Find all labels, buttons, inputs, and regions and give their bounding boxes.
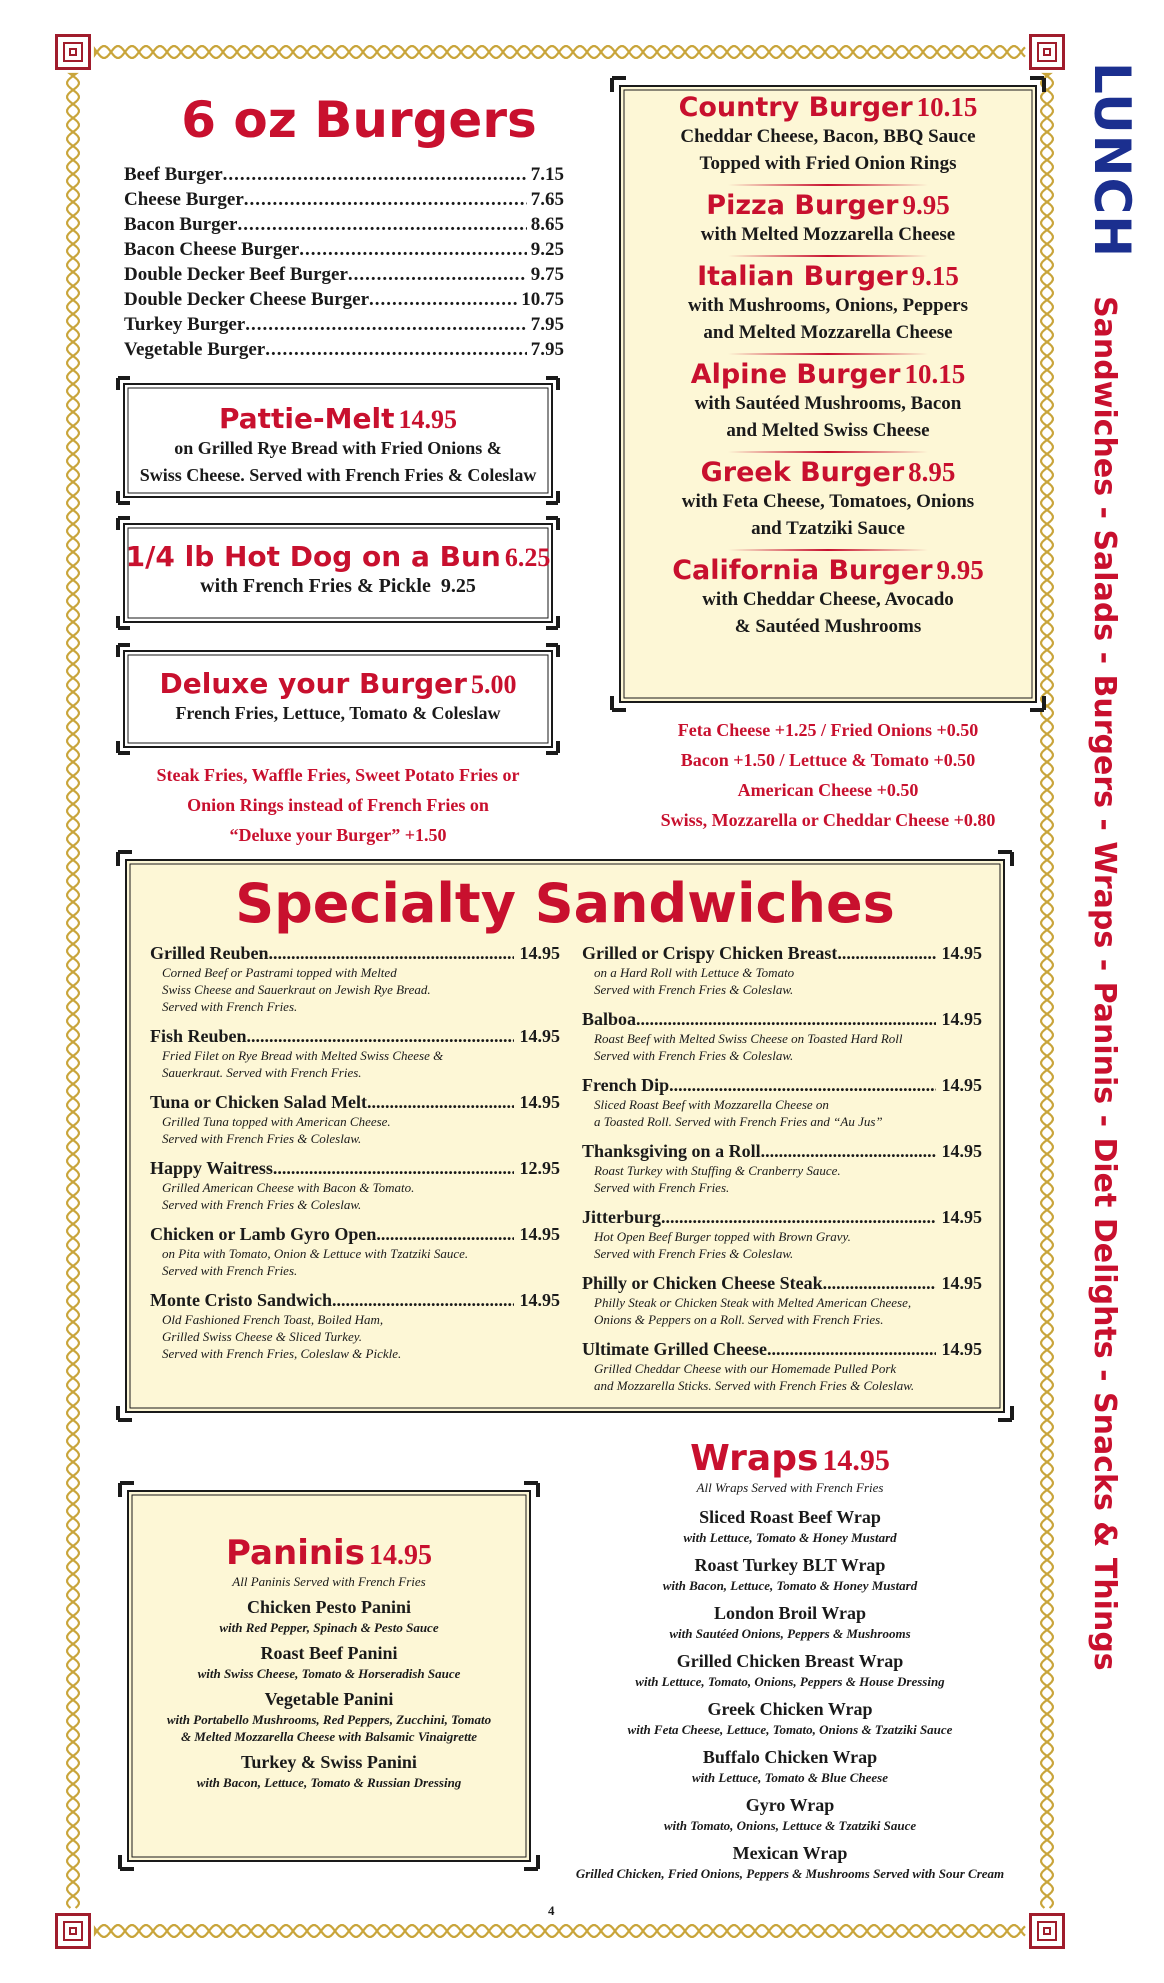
wrap-name: London Broil Wrap bbox=[713, 1603, 867, 1623]
specialty-burger-desc: with Melted Mozzarella Cheese bbox=[700, 224, 956, 245]
sandwich-item bbox=[150, 1223, 560, 1279]
panini-name: Chicken Pesto Panini bbox=[246, 1597, 411, 1617]
hot-dog-desc-price: 9.25 bbox=[440, 575, 476, 597]
burger-name: Double Decker Beef Burger bbox=[124, 264, 348, 285]
panini-item bbox=[120, 1642, 538, 1682]
specialty-sandwiches-title: Specialty Sandwiches bbox=[235, 872, 895, 935]
burger-item bbox=[124, 187, 564, 212]
specialty-burger-name: California Burger bbox=[672, 555, 933, 586]
specialty-burger-desc: with Mushrooms, Onions, Peppers bbox=[688, 295, 968, 316]
wraps-title: Wraps bbox=[690, 1438, 819, 1479]
leader-dots bbox=[273, 1157, 514, 1179]
panini-desc: with Bacon, Lettuce, Tomato & Russian Dressing bbox=[196, 1775, 462, 1790]
wrap-desc: with Lettuce, Tomato & Honey Mustard bbox=[683, 1530, 897, 1545]
sandwich-column-right bbox=[582, 942, 982, 1404]
sandwich-price: 14.95 bbox=[519, 1290, 560, 1310]
sandwich-item bbox=[150, 1025, 560, 1081]
leader-dots bbox=[823, 1272, 936, 1294]
specialty-burger-item bbox=[612, 359, 1044, 453]
hot-dog-desc: with French Fries & Pickle bbox=[200, 575, 431, 597]
panini-name: Turkey & Swiss Panini bbox=[241, 1752, 417, 1772]
sandwich-desc: Served with French Fries & Coleslaw. bbox=[594, 982, 794, 997]
lunch-title: LUNCH bbox=[1083, 62, 1141, 259]
leader-dots bbox=[348, 262, 527, 287]
hot-dog-price: 6.25 bbox=[504, 543, 551, 572]
paninis-price: 14.95 bbox=[368, 1540, 432, 1571]
specialty-burger-price: 10.15 bbox=[916, 92, 978, 122]
fries-note-line-2: Onion Rings instead of French Fries on bbox=[187, 795, 489, 815]
sandwich-item bbox=[150, 1091, 560, 1147]
specialty-burgers-box bbox=[612, 78, 1044, 710]
sandwich-price: 14.95 bbox=[519, 1026, 560, 1046]
deluxe-desc: French Fries, Lettuce, Tomato & Coleslaw bbox=[175, 703, 501, 723]
fries-note-line-3: “Deluxe your Burger” +1.50 bbox=[229, 825, 447, 845]
sandwich-desc: Corned Beef or Pastrami topped with Melted bbox=[162, 965, 397, 980]
burger-price: 9.25 bbox=[530, 239, 564, 260]
sandwich-name: Philly or Chicken Cheese Steak bbox=[582, 1273, 823, 1293]
specialty-burger-name: Greek Burger bbox=[700, 457, 905, 488]
wrap-desc: with Bacon, Lettuce, Tomato & Honey Mustard bbox=[662, 1578, 918, 1593]
burger-price: 7.95 bbox=[530, 339, 564, 360]
panini-item bbox=[120, 1688, 538, 1745]
burger-item bbox=[124, 287, 564, 312]
fries-note-line-1: Steak Fries, Waffle Fries, Sweet Potato Fries or bbox=[156, 765, 520, 785]
specialty-burger-price: 9.95 bbox=[902, 190, 950, 220]
panini-desc: & Melted Mozzarella Cheese with Balsamic Vinaigrette bbox=[180, 1729, 478, 1744]
wrap-name: Buffalo Chicken Wrap bbox=[702, 1747, 878, 1767]
paninis-note: All Paninis Served with French Fries bbox=[232, 1574, 426, 1589]
specialty-burger-price: 9.15 bbox=[911, 261, 959, 291]
specialty-burger-desc: and Melted Mozzarella Cheese bbox=[703, 322, 953, 343]
panini-list bbox=[120, 1596, 538, 1791]
sandwich-desc: Grilled Cheddar Cheese with our Homemade Pulled Pork bbox=[594, 1361, 897, 1376]
burger-price: 7.95 bbox=[530, 314, 564, 335]
sandwich-column-left bbox=[150, 942, 560, 1404]
burger-item bbox=[124, 162, 564, 187]
leader-dots bbox=[299, 237, 527, 262]
burger-price: 7.65 bbox=[530, 189, 564, 210]
burger-item bbox=[124, 312, 564, 337]
hot-dog-name: 1/4 lb Hot Dog on a Bun bbox=[125, 540, 501, 573]
sandwich-item bbox=[150, 1289, 560, 1362]
specialty-burger-price: 8.95 bbox=[908, 457, 956, 487]
specialty-burger-desc: Cheddar Cheese, Bacon, BBQ Sauce bbox=[680, 126, 976, 147]
panini-name: Roast Beef Panini bbox=[260, 1643, 398, 1663]
sandwich-item bbox=[582, 1140, 982, 1196]
wrap-desc: with Feta Cheese, Lettuce, Tomato, Onions & Tzatziki Sauce bbox=[627, 1722, 953, 1737]
leader-dots bbox=[761, 1140, 936, 1162]
wrap-name: Sliced Roast Beef Wrap bbox=[699, 1507, 881, 1527]
deluxe-name: Deluxe your Burger bbox=[159, 667, 467, 700]
burger-name: Beef Burger bbox=[124, 164, 223, 185]
specialty-burger-list bbox=[612, 78, 1044, 640]
deluxe-box bbox=[118, 645, 558, 753]
sandwich-desc: Sliced Roast Beef with Mozzarella Cheese on bbox=[594, 1097, 829, 1112]
specialty-burger-item bbox=[612, 92, 1044, 186]
sandwich-price: 14.95 bbox=[941, 1339, 982, 1359]
sandwich-desc: Hot Open Beef Burger topped with Brown Gravy. bbox=[594, 1229, 851, 1244]
red-divider bbox=[728, 353, 928, 355]
panini-desc: with Portabello Mushrooms, Red Peppers, Zucchini, Tomato bbox=[166, 1712, 492, 1727]
wrap-name: Grilled Chicken Breast Wrap bbox=[676, 1651, 904, 1671]
panini-name: Vegetable Panini bbox=[264, 1689, 394, 1709]
red-divider bbox=[728, 451, 928, 453]
extra-option: Swiss, Mozzarella or Cheddar Cheese +0.80 bbox=[660, 810, 996, 830]
specialty-burger-name: Country Burger bbox=[678, 92, 913, 123]
leader-dots bbox=[247, 1025, 514, 1047]
sandwich-desc: Onions & Peppers on a Roll. Served with French Fries. bbox=[594, 1312, 884, 1327]
leader-dots bbox=[369, 287, 517, 312]
sandwich-desc: Served with French Fries, Coleslaw & Pickle. bbox=[162, 1346, 402, 1361]
extra-option: Feta Cheese +1.25 / Fried Onions +0.50 bbox=[677, 720, 979, 740]
wrap-desc: with Tomato, Onions, Lettuce & Tzatziki Sauce bbox=[663, 1818, 917, 1833]
sandwich-price: 14.95 bbox=[941, 1207, 982, 1227]
sandwich-desc: Served with French Fries. bbox=[594, 1180, 730, 1195]
fries-substitution-note bbox=[118, 760, 558, 855]
sandwich-desc: Grilled American Cheese with Bacon & Tomato. bbox=[162, 1180, 415, 1195]
sandwich-name: Thanksgiving on a Roll bbox=[582, 1141, 761, 1161]
wrap-list bbox=[540, 1506, 1040, 1882]
paninis-box bbox=[120, 1483, 538, 1869]
specialty-burger-price: 9.95 bbox=[936, 555, 984, 585]
specialty-burger-price: 10.15 bbox=[904, 359, 966, 389]
leader-dots bbox=[767, 1338, 936, 1360]
burger-name: Double Decker Cheese Burger bbox=[124, 289, 370, 310]
specialty-burger-desc: & Sautéed Mushrooms bbox=[734, 616, 922, 637]
sandwich-name: Grilled Reuben bbox=[150, 943, 269, 963]
specialty-burger-desc: with Cheddar Cheese, Avocado bbox=[702, 589, 954, 610]
red-divider bbox=[728, 184, 928, 186]
sandwich-desc: Served with French Fries & Coleslaw. bbox=[162, 1131, 362, 1146]
sandwich-price: 12.95 bbox=[519, 1158, 560, 1178]
specialty-burger-item bbox=[612, 190, 1044, 257]
specialty-burger-desc: and Melted Swiss Cheese bbox=[726, 420, 930, 441]
burgers-title: 6 oz Burgers bbox=[181, 91, 537, 149]
sandwich-name: Balboa bbox=[582, 1009, 637, 1029]
leader-dots bbox=[332, 1289, 513, 1311]
sandwich-desc: Swiss Cheese and Sauerkraut on Jewish Rye Bread. bbox=[162, 982, 431, 997]
sandwich-desc: Served with French Fries. bbox=[162, 999, 298, 1014]
pattie-melt-price: 14.95 bbox=[398, 405, 457, 434]
sandwich-price: 14.95 bbox=[519, 1224, 560, 1244]
sandwich-desc: Served with French Fries & Coleslaw. bbox=[594, 1246, 794, 1261]
leader-dots bbox=[636, 1008, 935, 1030]
sandwich-name: French Dip bbox=[582, 1075, 670, 1095]
sandwich-item bbox=[582, 1074, 982, 1130]
red-divider bbox=[728, 549, 928, 551]
specialty-burger-name: Alpine Burger bbox=[690, 359, 901, 390]
leader-dots bbox=[376, 1223, 513, 1245]
leader-dots bbox=[223, 162, 527, 187]
sandwich-item bbox=[582, 1338, 982, 1394]
sandwich-desc: on a Hard Roll with Lettuce & Tomato bbox=[594, 965, 795, 980]
wrap-name: Mexican Wrap bbox=[732, 1843, 848, 1863]
specialty-burger-item bbox=[612, 457, 1044, 551]
paninis-title: Paninis bbox=[226, 1533, 365, 1573]
side-banner-text bbox=[1083, 62, 1141, 1671]
red-divider bbox=[728, 255, 928, 257]
wrap-desc: with Sautéed Onions, Peppers & Mushrooms bbox=[669, 1626, 911, 1641]
specialty-burger-desc: Topped with Fried Onion Rings bbox=[699, 153, 957, 174]
extra-option: Bacon +1.50 / Lettuce & Tomato +0.50 bbox=[680, 750, 976, 770]
sandwich-desc: on Pita with Tomato, Onion & Lettuce with Tzatziki Sauce. bbox=[162, 1246, 469, 1261]
sandwich-desc: Grilled Swiss Cheese & Sliced Turkey. bbox=[162, 1329, 363, 1344]
sandwich-price: 14.95 bbox=[941, 1075, 982, 1095]
sandwich-name: Grilled or Crispy Chicken Breast bbox=[582, 943, 838, 963]
sandwich-desc: Sauerkraut. Served with French Fries. bbox=[162, 1065, 362, 1080]
category-list: Sandwiches - Salads - Burgers - Wraps - Paninis - Diet Delights - Snacks & Things bbox=[1087, 296, 1122, 1671]
burger-name: Bacon Burger bbox=[124, 214, 238, 235]
wrap-name: Gyro Wrap bbox=[745, 1795, 835, 1815]
hot-dog-box bbox=[118, 518, 558, 628]
burger-item bbox=[124, 237, 564, 262]
pattie-melt-box bbox=[118, 378, 558, 503]
burger-name: Bacon Cheese Burger bbox=[124, 239, 300, 260]
wraps-note: All Wraps Served with French Fries bbox=[696, 1480, 884, 1495]
specialty-burger-desc: and Tzatziki Sauce bbox=[751, 518, 905, 539]
panini-desc: with Red Pepper, Spinach & Pesto Sauce bbox=[219, 1620, 439, 1635]
sandwich-price: 14.95 bbox=[519, 1092, 560, 1112]
specialty-burger-desc: with Feta Cheese, Tomatoes, Onions bbox=[681, 491, 975, 512]
sandwich-desc: Served with French Fries & Coleslaw. bbox=[162, 1197, 362, 1212]
burger-name: Cheese Burger bbox=[124, 189, 244, 210]
deluxe-price: 5.00 bbox=[470, 670, 517, 699]
corner-ornament-top-left bbox=[55, 34, 91, 70]
leader-dots bbox=[245, 312, 527, 337]
burger-list bbox=[124, 162, 564, 362]
burger-name: Vegetable Burger bbox=[124, 339, 266, 360]
sandwich-item bbox=[150, 942, 560, 1015]
sandwich-price: 14.95 bbox=[941, 943, 982, 963]
wrap-desc: with Lettuce, Tomato, Onions, Peppers & House Dressing bbox=[635, 1674, 945, 1689]
sandwich-desc: Fried Filet on Rye Bread with Melted Swiss Cheese & bbox=[162, 1048, 444, 1063]
sandwich-price: 14.95 bbox=[941, 1141, 982, 1161]
burger-item bbox=[124, 337, 564, 362]
wrap-name: Roast Turkey BLT Wrap bbox=[694, 1555, 886, 1575]
sandwich-price: 14.95 bbox=[519, 943, 560, 963]
sandwich-desc: Roast Beef with Melted Swiss Cheese on Toasted Hard Roll bbox=[594, 1031, 903, 1046]
burger-extras bbox=[600, 715, 1056, 840]
panini-desc: with Swiss Cheese, Tomato & Horseradish Sauce bbox=[197, 1666, 461, 1681]
panini-item bbox=[120, 1596, 538, 1636]
sandwich-name: Fish Reuben bbox=[150, 1026, 247, 1046]
sandwich-item bbox=[582, 942, 982, 998]
sandwich-desc: Philly Steak or Chicken Steak with Melted American Cheese, bbox=[594, 1295, 912, 1310]
panini-item bbox=[120, 1751, 538, 1791]
burger-price: 7.15 bbox=[530, 164, 564, 185]
sandwich-item bbox=[582, 1206, 982, 1262]
sandwich-name: Monte Cristo Sandwich bbox=[150, 1290, 333, 1310]
sandwich-desc: Served with French Fries & Coleslaw. bbox=[594, 1048, 794, 1063]
side-banner bbox=[1085, 62, 1145, 1932]
sandwich-desc: and Mozzarella Sticks. Served with French Fries & Coleslaw. bbox=[594, 1378, 915, 1393]
burger-name: Turkey Burger bbox=[124, 314, 246, 335]
sandwich-name: Happy Waitress bbox=[150, 1158, 273, 1178]
burger-price: 9.75 bbox=[530, 264, 564, 285]
sandwich-desc: Served with French Fries. bbox=[162, 1263, 298, 1278]
leader-dots bbox=[837, 942, 935, 964]
leader-dots bbox=[367, 1091, 513, 1113]
specialty-sandwiches-box bbox=[118, 852, 1012, 1420]
leader-dots bbox=[269, 942, 514, 964]
specialty-burger-item bbox=[612, 555, 1044, 640]
wrap-desc: with Lettuce, Tomato & Blue Cheese bbox=[692, 1770, 888, 1785]
pattie-melt-desc-2: Swiss Cheese. Served with French Fries & Coleslaw bbox=[139, 465, 537, 485]
sandwich-name: Tuna or Chicken Salad Melt bbox=[150, 1092, 368, 1112]
sandwich-desc: Roast Turkey with Stuffing & Cranberry Sauce. bbox=[594, 1163, 841, 1178]
leader-dots bbox=[237, 212, 526, 237]
sandwich-desc: Old Fashioned French Toast, Boiled Ham, bbox=[162, 1312, 384, 1327]
wrap-name: Greek Chicken Wrap bbox=[707, 1699, 873, 1719]
burger-price: 8.65 bbox=[530, 214, 564, 235]
burger-item bbox=[124, 212, 564, 237]
extra-option: American Cheese +0.50 bbox=[737, 780, 919, 800]
corner-ornament-bottom-right bbox=[1029, 1913, 1065, 1949]
pattie-melt-name: Pattie-Melt bbox=[219, 402, 395, 435]
sandwich-price: 14.95 bbox=[941, 1273, 982, 1293]
corner-ornament-top-right bbox=[1029, 34, 1065, 70]
specialty-burger-name: Italian Burger bbox=[697, 261, 908, 292]
specialty-burger-name: Pizza Burger bbox=[706, 190, 899, 221]
specialty-burger-item bbox=[612, 261, 1044, 355]
sandwich-item bbox=[582, 1008, 982, 1064]
pattie-melt-desc-1: on Grilled Rye Bread with Fried Onions & bbox=[174, 438, 502, 458]
specialty-burger-desc: with Sautéed Mushrooms, Bacon bbox=[694, 393, 962, 414]
sandwich-item bbox=[582, 1272, 982, 1328]
sandwich-name: Ultimate Grilled Cheese bbox=[582, 1339, 767, 1359]
wraps-section bbox=[540, 1438, 1040, 1898]
sandwich-item bbox=[150, 1157, 560, 1213]
leader-dots bbox=[244, 187, 527, 212]
wraps-price: 14.95 bbox=[822, 1444, 890, 1477]
sandwich-name: Chicken or Lamb Gyro Open bbox=[150, 1224, 377, 1244]
sandwich-desc: Grilled Tuna topped with American Cheese. bbox=[162, 1114, 391, 1129]
sandwich-price: 14.95 bbox=[941, 1009, 982, 1029]
corner-ornament-bottom-left bbox=[55, 1913, 91, 1949]
leader-dots bbox=[265, 337, 527, 362]
leader-dots bbox=[661, 1206, 936, 1228]
page-number: 4 bbox=[548, 1903, 555, 1918]
sandwich-name: Jitterburg bbox=[582, 1207, 661, 1227]
burger-price: 10.75 bbox=[521, 289, 564, 310]
burger-item bbox=[124, 262, 564, 287]
leader-dots bbox=[669, 1074, 935, 1096]
burgers-section bbox=[124, 90, 564, 360]
wrap-desc: Grilled Chicken, Fried Onions, Peppers & Mushrooms Served with Sour Cream bbox=[575, 1866, 1005, 1881]
sandwich-desc: a Toasted Roll. Served with French Fries and “Au Jus” bbox=[594, 1114, 883, 1129]
